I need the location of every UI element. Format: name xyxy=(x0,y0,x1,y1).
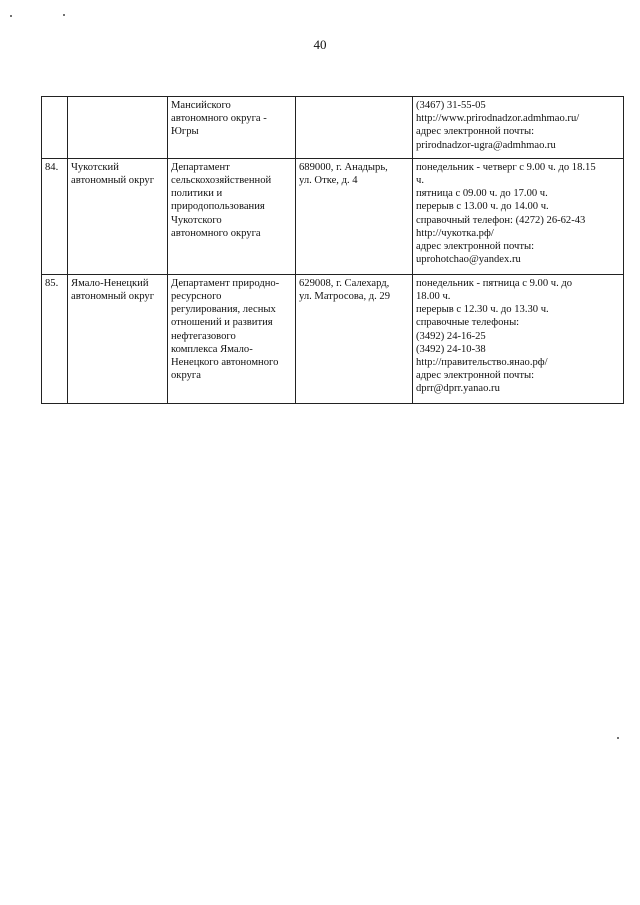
table-row xyxy=(42,97,624,159)
authority-line: политики и xyxy=(171,188,223,200)
contacts-line: uprohotchao@yandex.ru xyxy=(416,254,521,266)
contacts-line: ч. xyxy=(416,175,424,187)
row-number-cell xyxy=(42,274,68,403)
table-row xyxy=(42,158,624,274)
authority-line: автономного округа xyxy=(171,227,261,239)
scan-speck xyxy=(63,14,65,16)
authority-line: Югры xyxy=(171,126,199,138)
authority-line: комплекса Ямало- xyxy=(171,343,253,355)
region-cell xyxy=(68,97,168,159)
contacts-line: понедельник - четверг с 9.00 ч. до 18.15 xyxy=(416,161,596,173)
authority-line: регулирования, лесных xyxy=(171,304,276,316)
row-number: 84. xyxy=(45,161,59,173)
contacts-line: перерыв с 12.30 ч. до 13.30 ч. xyxy=(416,304,549,316)
contacts-line: (3492) 24-16-25 xyxy=(416,330,486,342)
authority-line: округа xyxy=(171,370,201,382)
region-cell xyxy=(68,158,168,274)
contacts-line: http://www.prirodnadzor.admhmao.ru/ xyxy=(416,113,580,125)
authority-line: отношений и развития xyxy=(171,317,273,329)
authority-cell xyxy=(168,97,296,159)
authority-line: природопользования xyxy=(171,201,265,213)
scan-speck xyxy=(10,15,12,17)
address-line: ул. Матросова, д. 29 xyxy=(299,291,391,303)
page-number: 40 xyxy=(313,37,327,52)
address-line: ул. Отке, д. 4 xyxy=(299,175,358,187)
contacts-line: адрес электронной почты: xyxy=(416,126,535,138)
authority-line: сельскохозяйственной xyxy=(171,175,272,187)
table-row xyxy=(42,274,624,403)
registry-table xyxy=(41,96,624,404)
authority-cell xyxy=(168,274,296,403)
contacts-line: адрес электронной почты: xyxy=(416,370,535,382)
region-line: Чукотский xyxy=(71,161,119,173)
authority-line: Департамент xyxy=(171,161,230,173)
authority-line: нефтегазового xyxy=(171,330,236,342)
address-cell xyxy=(296,274,413,403)
address-cell xyxy=(296,97,413,159)
row-number-cell xyxy=(42,97,68,159)
authority-line: ресурсного xyxy=(171,291,222,303)
registry-table-body xyxy=(42,97,624,404)
contacts-line: http://правительство.янао.рф/ xyxy=(416,357,548,369)
address-cell xyxy=(296,158,413,274)
region-cell xyxy=(68,274,168,403)
address-line: 689000, г. Анадырь, xyxy=(299,161,388,173)
contacts-line: prirodnadzor-ugra@admhmao.ru xyxy=(416,139,556,151)
contacts-line: понедельник - пятница с 9.00 ч. до xyxy=(416,277,573,289)
contacts-line: (3492) 24-10-38 xyxy=(416,343,486,355)
scan-speck xyxy=(617,737,619,739)
contacts-line: адрес электронной почты: xyxy=(416,241,535,253)
contacts-cell xyxy=(413,274,624,403)
address-line: 629008, г. Салехард, xyxy=(299,277,390,289)
contacts-cell xyxy=(413,158,624,274)
row-number: 85. xyxy=(45,277,59,289)
authority-line: Ненецкого автономного xyxy=(171,357,279,369)
authority-line: Чукотского xyxy=(171,214,222,226)
region-line: автономный округ xyxy=(71,291,155,303)
contacts-line: перерыв с 13.00 ч. до 14.00 ч. xyxy=(416,201,549,213)
contacts-line: (3467) 31-55-05 xyxy=(416,100,486,111)
contacts-line: пятница с 09.00 ч. до 17.00 ч. xyxy=(416,188,548,200)
contacts-line: справочные телефоны: xyxy=(416,317,520,329)
contacts-line: dprr@dprr.yanao.ru xyxy=(416,383,500,395)
authority-line: автономного округа - xyxy=(171,113,267,125)
contacts-line: http://чукотка.рф/ xyxy=(416,227,494,239)
row-number-cell xyxy=(42,158,68,274)
contacts-line: справочный телефон: (4272) 26-62-43 xyxy=(416,214,586,226)
authority-cell xyxy=(168,158,296,274)
contacts-cell xyxy=(413,97,624,159)
authority-line: Департамент природно- xyxy=(171,277,280,289)
authority-line: Мансийского xyxy=(171,100,231,111)
contacts-line: 18.00 ч. xyxy=(416,291,451,303)
region-line: Ямало-Ненецкий xyxy=(71,277,149,289)
region-line: автономный округ xyxy=(71,175,155,187)
